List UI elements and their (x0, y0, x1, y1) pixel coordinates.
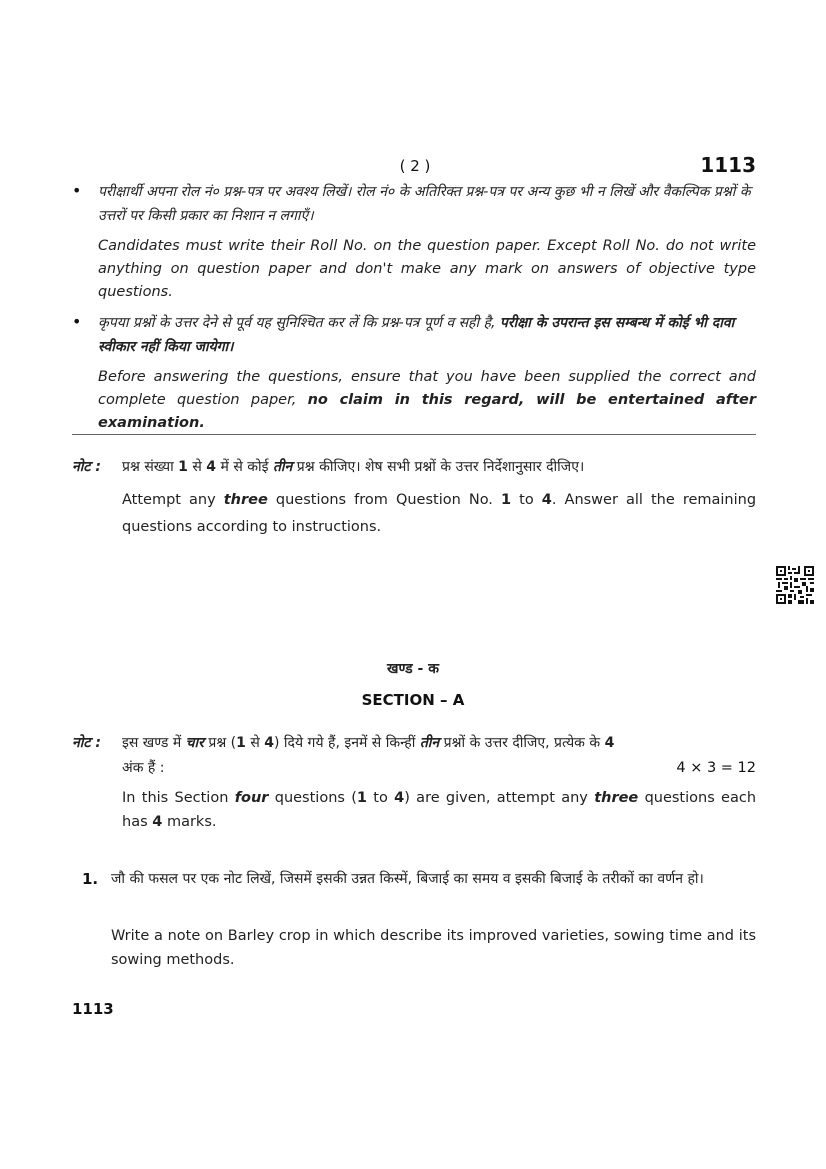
note-2-n2: 4 (264, 735, 275, 751)
section-heading-english: SECTION – A (361, 691, 465, 709)
instruction-2-hindi-bold: परीक्षा के उपरान्त इस सम्बन्ध में कोई भी दावा स्वीकार नहीं किया जायेगा। (98, 315, 735, 355)
note-2-en-n4: 4 (152, 814, 163, 830)
paper-code-top: 1113 (700, 153, 756, 177)
bullet-icon: • (72, 312, 82, 331)
note-2-four-hindi: चार (185, 735, 204, 751)
note-1-hindi-d: प्रश्न कीजिए। शेष सभी प्रश्नों के उत्तर निर्देशानुसार दीजिए। (296, 459, 585, 475)
note-1-num2: 4 (206, 459, 217, 475)
note-2-hi-b: प्रश्न ( (208, 735, 237, 751)
note-2-en-a: In this Section (122, 790, 229, 806)
note-1-hindi-c: में से कोई (220, 459, 269, 475)
note-1-label: नोट : (72, 459, 101, 475)
question-1-english: Write a note on Barley crop in which describe its improved varieties, sowing time and its sowing methods. (111, 928, 756, 968)
note-2-en-to: to (373, 790, 388, 806)
note-2-en-c: ) are given, attempt any (404, 790, 588, 806)
instruction-2-english (98, 366, 756, 435)
note-2-hi-e: अंक हैं : (122, 760, 165, 776)
note-2-en-d: questions each has (122, 790, 757, 830)
marks-distribution: 4 × 3 = 12 (676, 760, 756, 776)
note-1-en-c: . Answer all the remaining questions according to instructions. (122, 492, 757, 535)
note-1-en-num2: 4 (541, 492, 552, 508)
qr-code-icon (776, 566, 814, 604)
note-2-n4: 4 (604, 735, 615, 751)
note-2-four-english: four (234, 790, 269, 806)
question-1-number: 1. (82, 870, 99, 888)
note-1-num1: 1 (178, 459, 188, 475)
paper-code-footer: 1113 (72, 1000, 114, 1018)
note-1-hindi (122, 455, 756, 479)
bullet-icon: • (72, 181, 82, 200)
note-2-three-english: three (594, 790, 639, 806)
note-2-hi-a: इस खण्ड में (122, 735, 182, 751)
note-1-en-to: to (519, 492, 534, 508)
instruction-1-hindi: परीक्षार्थी अपना रोल नं० प्रश्न-पत्र पर अवश्य लिखें। रोल नं० के अतिरिक्त प्रश्न-पत्र पर अन्य कुछ भी न लिखें और वैकल्पिक प्रश्नों के उत्तरों पर किसी प्रकार का निशान न लगाएँ। (98, 184, 751, 224)
note-2-en-e: marks. (166, 814, 217, 830)
instruction-2-hindi-plain: कृपया प्रश्नों के उत्तर देने से पूर्व यह सुनिश्चित कर लें कि प्रश्न-पत्र पूर्ण व सही है, (98, 315, 496, 331)
note-2-en-n1: 1 (356, 790, 367, 806)
page-number: ( 2 ) (399, 157, 431, 175)
question-1-hindi: जौ की फसल पर एक नोट लिखें, जिसमें इसकी उन्नत किस्में, बिजाई का समय व इसकी बिजाई के तरीकों का वर्णन हो। (111, 871, 704, 887)
instruction-2-hindi (98, 311, 756, 359)
note-1-hindi-b: से (192, 459, 202, 475)
note-1-three-english: three (223, 492, 268, 508)
note-2-en-n2: 4 (394, 790, 405, 806)
note-2-hindi (122, 731, 756, 755)
note-2-three-hindi: तीन (419, 735, 440, 751)
instruction-2-english-bold: no claim in this regard, will be entertained after examination. (98, 392, 757, 431)
note-2-hi-se: से (250, 735, 260, 751)
note-1-hindi-a: प्रश्न संख्या (122, 459, 174, 475)
note-2-en-b: questions ( (274, 790, 357, 806)
note-2-label: नोट : (72, 735, 101, 751)
note-1-en-b: questions from Question No. (275, 492, 493, 508)
note-1-english (122, 487, 756, 541)
note-2-english (122, 786, 756, 834)
note-2-hi-d: प्रश्नों के उत्तर दीजिए, प्रत्येक के (443, 735, 601, 751)
note-2-n1: 1 (236, 735, 246, 751)
note-1-three-hindi: तीन (272, 459, 293, 475)
divider (72, 434, 756, 435)
note-1-en-num1: 1 (500, 492, 512, 508)
note-2-hi-c: ) दिये गये हैं, इनमें से किन्हीं (274, 735, 416, 751)
instruction-1-english: Candidates must write their Roll No. on the question paper. Except Roll No. do not write anything on question paper and don't make any mark on answers of objective type questions. (98, 238, 756, 300)
section-heading-hindi: खण्ड - क (387, 661, 439, 677)
note-1-en-a: Attempt any (122, 492, 216, 508)
instruction-2-english-plain: Before answering the questions, ensure that you have been supplied the correct and complete question paper, (98, 369, 756, 408)
